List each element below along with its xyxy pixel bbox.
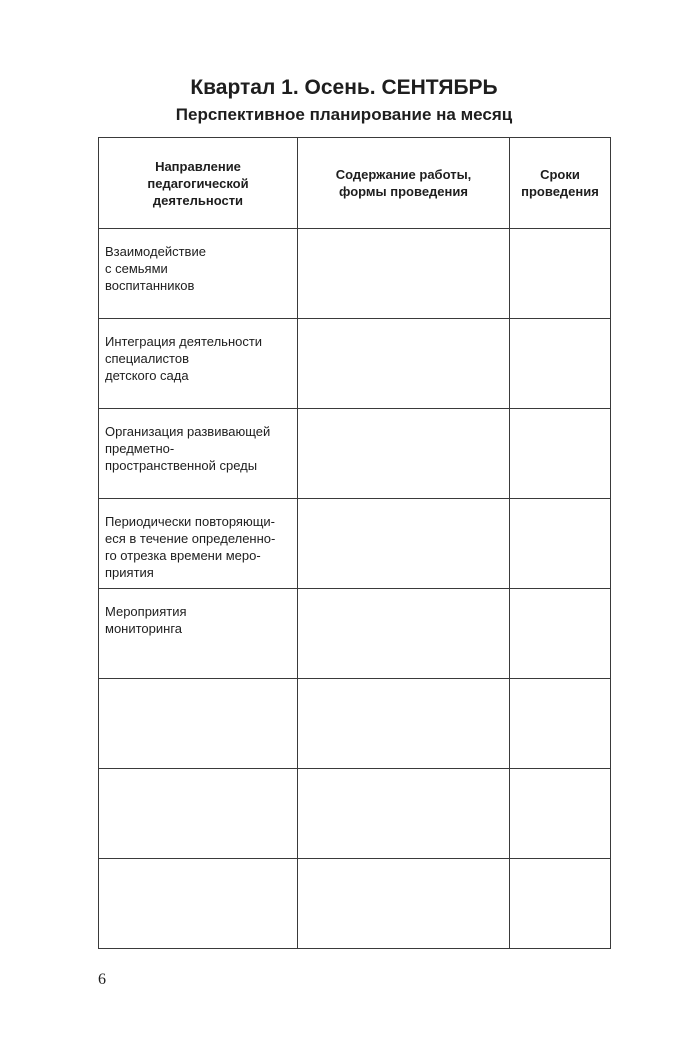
direction-cell: Организация развивающей предметно- пространственной среды — [99, 409, 298, 499]
content-cell — [298, 499, 510, 589]
table-row — [99, 499, 611, 589]
content-cell — [298, 769, 510, 859]
table-row — [99, 409, 611, 499]
content-cell — [298, 589, 510, 679]
content-cell — [298, 679, 510, 769]
direction-cell — [99, 859, 298, 949]
timing-cell — [510, 229, 611, 319]
timing-cell — [510, 319, 611, 409]
direction-cell: Мероприятия мониторинга — [99, 589, 298, 679]
table-row — [99, 589, 611, 679]
column-header-timing: Сроки проведения — [510, 138, 611, 229]
content-cell — [298, 319, 510, 409]
timing-cell — [510, 679, 611, 769]
page-subtitle: Перспективное планирование на месяц — [175, 105, 513, 124]
timing-cell — [510, 769, 611, 859]
timing-cell — [510, 589, 611, 679]
table-row — [99, 859, 611, 949]
planning-table — [98, 137, 611, 949]
timing-cell — [510, 409, 611, 499]
timing-cell — [510, 499, 611, 589]
direction-cell: Интеграция деятельности специалистов детского сада — [99, 319, 298, 409]
table-row — [99, 769, 611, 859]
direction-cell: Взаимодействие с семьями воспитанников — [99, 229, 298, 319]
table-header-row — [99, 138, 611, 229]
timing-cell — [510, 859, 611, 949]
content-cell — [298, 859, 510, 949]
content-cell — [298, 229, 510, 319]
table-row — [99, 319, 611, 409]
page-title: Квартал 1. Осень. СЕНТЯБРЬ — [190, 76, 498, 99]
table-row — [99, 229, 611, 319]
column-header-direction: Направление педагогической деятельности — [99, 138, 298, 229]
direction-cell: Периодически повторяющи- еся в течение определенно- го отрезка времени меро- приятия — [99, 499, 298, 589]
direction-cell — [99, 769, 298, 859]
page-number: 6 — [98, 971, 106, 988]
direction-cell — [99, 679, 298, 769]
column-header-content: Содержание работы, формы проведения — [298, 138, 510, 229]
table-row — [99, 679, 611, 769]
content-cell — [298, 409, 510, 499]
